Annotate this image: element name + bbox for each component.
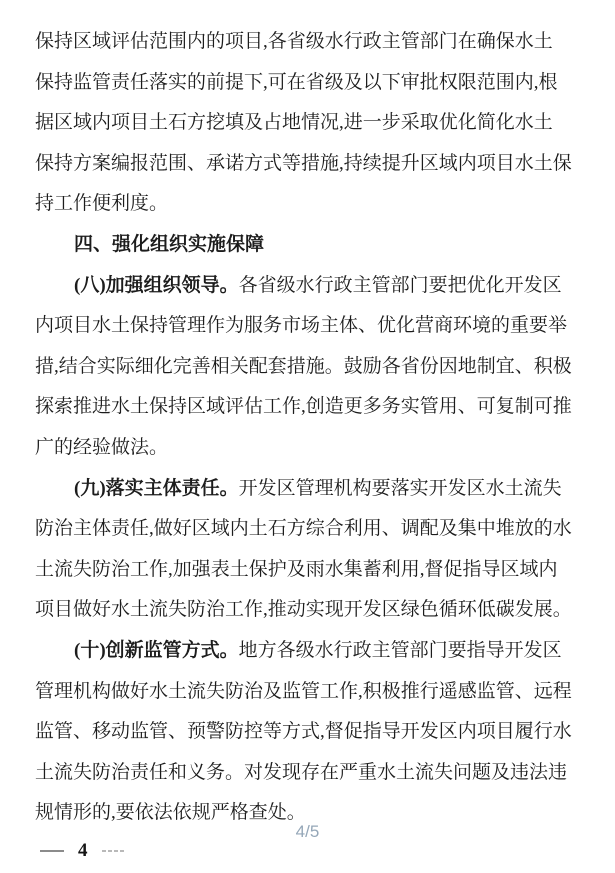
paragraph-lead-bold: (八)加强组织领导。 (74, 274, 239, 296)
text-line (35, 63, 587, 104)
text-line (35, 306, 587, 347)
footer-page-number: 4 (78, 840, 88, 861)
document-body (35, 22, 587, 834)
line-text: 项目做好水土流失防治工作,推动实现开发区绿色循环低碳发展。 (35, 599, 572, 621)
text-line (35, 347, 587, 388)
text-line (35, 428, 587, 469)
section-heading (35, 225, 587, 266)
text-line (35, 22, 587, 63)
paragraph-lead-bold: (十)创新监管方式。 (74, 639, 239, 661)
heading-text: 四、强化组织实施保障 (74, 233, 265, 255)
line-text: 措,结合实际细化完善相关配套措施。鼓励各省份因地制宜、积极 (35, 355, 572, 377)
text-line (35, 144, 587, 185)
line-text: 土流失防治工作,加强表土保护及雨水集蓄利用,督促指导区域内 (35, 558, 558, 580)
line-text: 开发区管理机构要落实开发区水土流失 (238, 477, 562, 499)
line-text: 广的经验做法。 (35, 436, 169, 458)
line-text: 内项目水土保持管理作为服务市场主体、优化营商环境的重要举 (35, 315, 568, 337)
line-text: 土流失防治责任和义务。对发现存在严重水土流失问题及违法违 (35, 761, 568, 783)
text-line (35, 103, 587, 144)
line-text: 规情形的,要依法依规严格查处。 (35, 802, 306, 824)
text-line (35, 266, 587, 307)
viewer-page-indicator: 4/5 (295, 822, 320, 841)
line-text: 防治主体责任,做好区域内土石方综合利用、调配及集中堆放的水 (35, 518, 572, 540)
footer-dash-right (102, 850, 126, 852)
text-line (35, 590, 587, 631)
text-line (35, 712, 587, 753)
line-text: 探索推进水土保持区域评估工作,创造更多务实管用、可复制可推 (35, 396, 572, 418)
line-text: 保持区域评估范围内的项目,各省级水行政主管部门在确保水土 (35, 31, 553, 52)
text-line (35, 509, 587, 550)
text-line (35, 550, 587, 591)
footer-dash-left (40, 850, 64, 852)
line-text: 地方各级水行政主管部门要指导开发区 (238, 639, 562, 661)
text-line (35, 469, 587, 510)
text-line (35, 631, 587, 672)
line-text: 保持监管责任落实的前提下,可在省级及以下审批权限范围内,根 (35, 71, 558, 93)
line-text: 各省级水行政主管部门要把优化开发区 (238, 274, 562, 296)
line-text: 管理机构做好水土流失防治及监管工作,积极推行遥感监管、远程 (35, 680, 572, 702)
paragraph-lead-bold: (九)落实主体责任。 (74, 477, 239, 499)
text-line (35, 753, 587, 794)
line-text: 据区域内项目土石方挖填及占地情况,进一步采取优化简化水土 (35, 112, 553, 134)
text-line (35, 387, 587, 428)
line-text: 保持方案编报范围、承诺方式等措施,持续提升区域内项目水土保 (35, 152, 572, 174)
page-footer (40, 840, 126, 862)
text-line (35, 184, 587, 225)
text-line (35, 672, 587, 713)
line-text: 持工作便利度。 (35, 193, 169, 215)
line-text: 监管、移动监管、预警防控等方式,督促指导开发区内项目履行水 (35, 721, 572, 743)
